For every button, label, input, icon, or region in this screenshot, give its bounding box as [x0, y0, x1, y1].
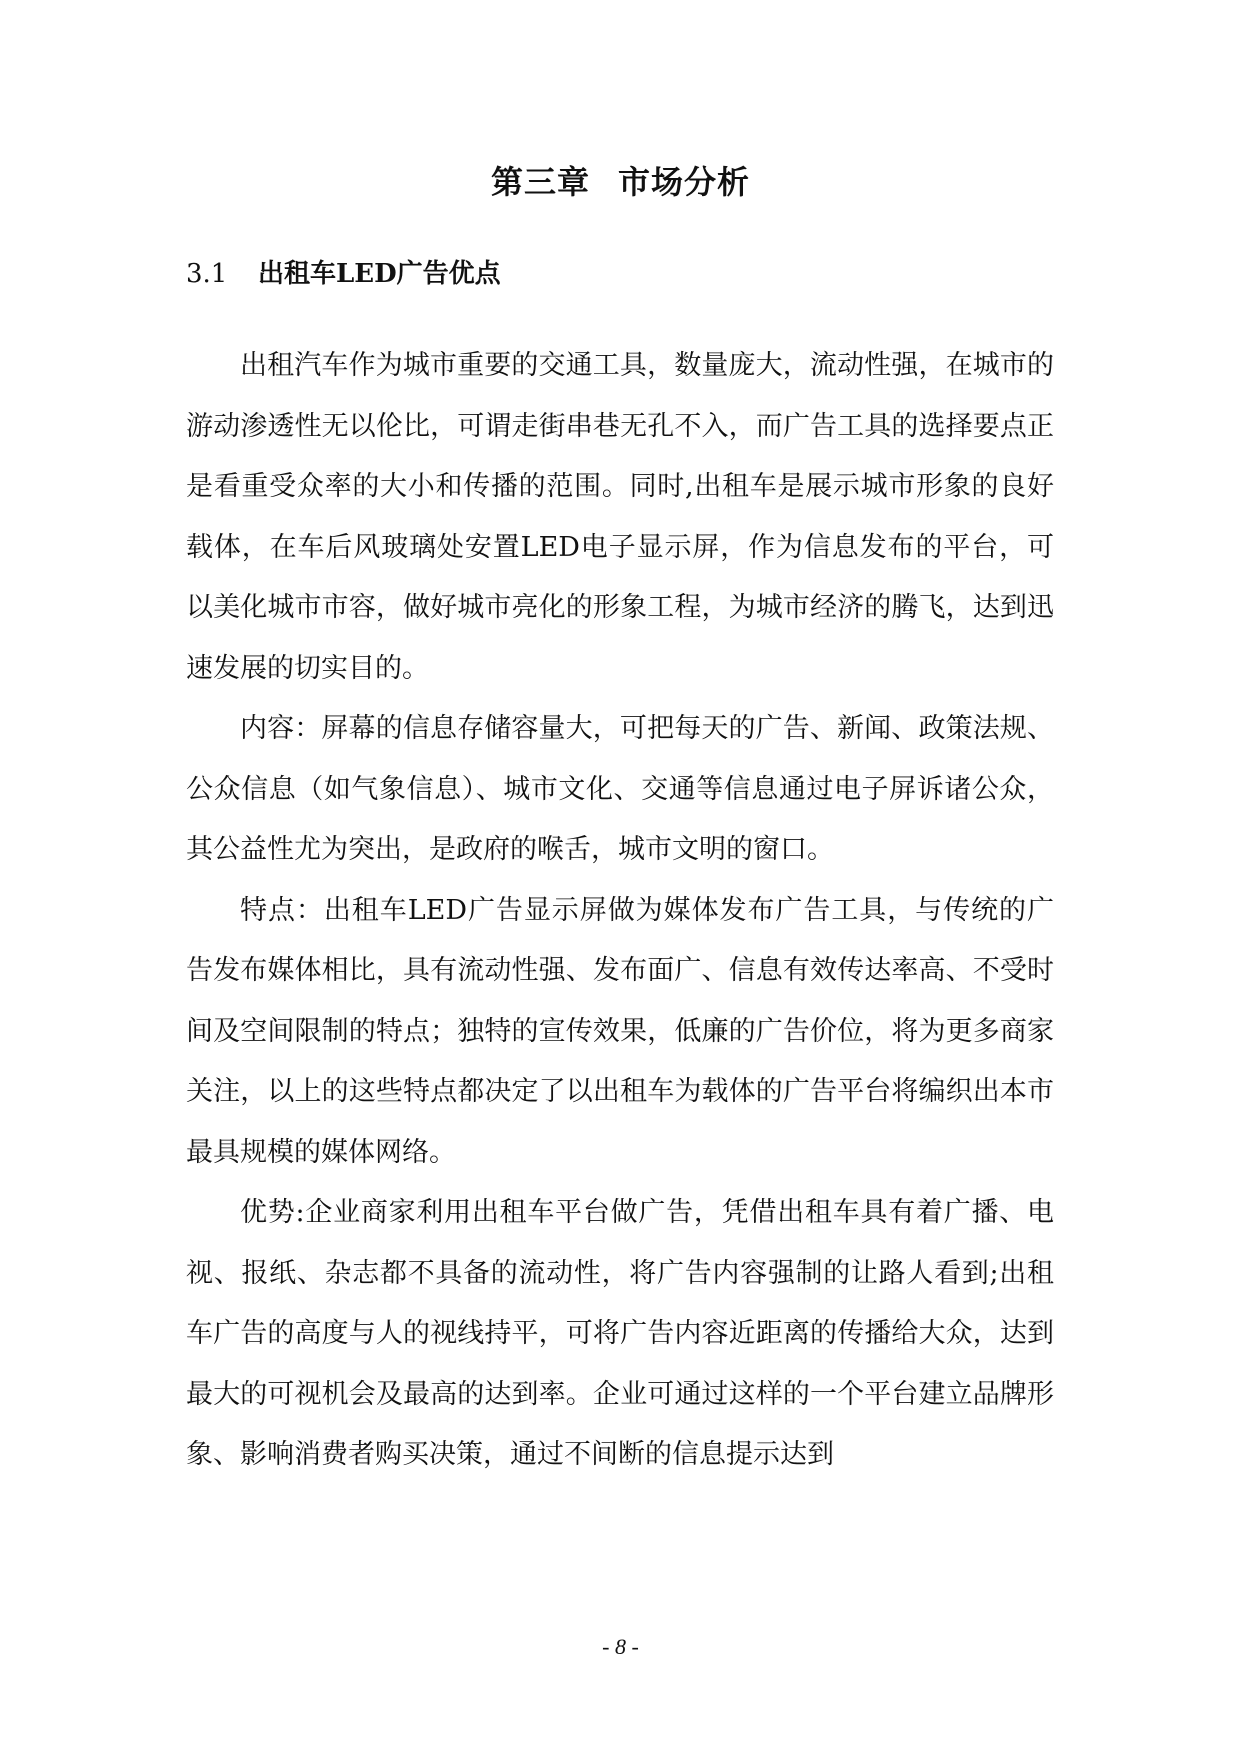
- section-number: 3.1: [186, 259, 228, 289]
- paragraph-features: 特点：出租车LED广告显示屏做为媒体发布广告工具，与传统的广告发布媒体相比，具有流动性强、发布面广、信息有效传达率高、不受时间及空间限制的特点；独特的宣传效果，低廉的广告价位，将为更多商家关注，以上的这些特点都决定了以出租车为载体的广告平台将编织出本市最具规模的媒体网络。: [186, 894, 1054, 1168]
- chapter-name: 市场分析: [618, 163, 751, 201]
- section-heading: [186, 254, 501, 294]
- chapter-label: 第三章: [490, 163, 590, 201]
- body-text: [186, 336, 1054, 1486]
- paragraph-advantages: 优势:企业商家利用出租车平台做广告，凭借出租车具有着广播、电视、报纸、杂志都不具备的流动性，将广告内容强制的让路人看到;出租车广告的高度与人的视线持平，可将广告内容近距离的传播给大众，达到最大的可视机会及最高的达到率。企业可通过这样的一个平台建立品牌形象、影响消费者购买决策，通过不间断的信息提示达到: [186, 1197, 1054, 1470]
- page-number: - 8 -: [602, 1634, 639, 1659]
- paragraph-content: 内容：屏幕的信息存储容量大，可把每天的广告、新闻、政策法规、公众信息（如气象信息）、城市文化、交通等信息通过电子屏诉诸公众，其公益性尤为突出，是政府的喉舌，城市文明的窗口。: [186, 713, 1054, 865]
- chapter-title: [0, 158, 1241, 206]
- section-title: 出租车LED广告优点: [258, 259, 501, 289]
- paragraph-intro: 出租汽车作为城市重要的交通工具，数量庞大，流动性强，在城市的游动渗透性无以伦比，可谓走街串巷无孔不入，而广告工具的选择要点正是看重受众率的大小和传播的范围。同时,出租车是展示城市形象的良好载体，在车后风玻璃处安置LED电子显示屏，作为信息发布的平台，可以美化城市市容，做好城市亮化的形象工程，为城市经济的腾飞，达到迅速发展的切实目的。: [186, 350, 1054, 684]
